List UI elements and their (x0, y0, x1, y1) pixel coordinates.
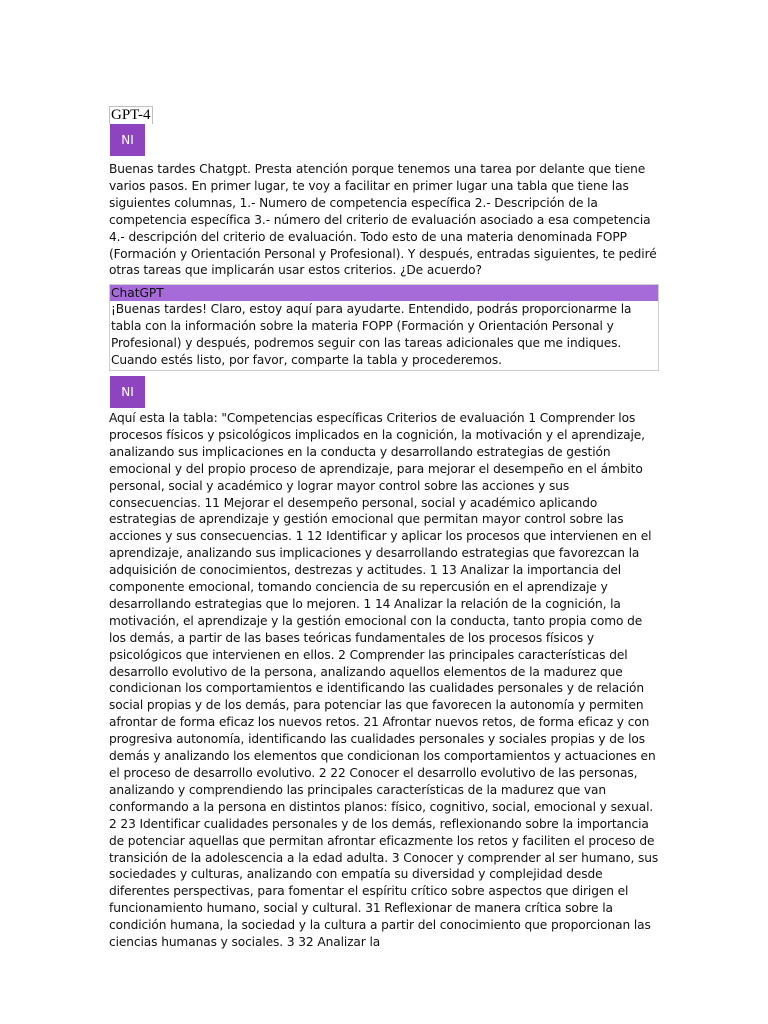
user-avatar (110, 124, 145, 156)
model-label: GPT-4 (109, 106, 153, 124)
conversation-page (109, 104, 659, 951)
assistant-message-block (109, 284, 659, 371)
user-avatar (110, 376, 145, 408)
assistant-name: ChatGPT (110, 285, 658, 301)
user-avatar-initials: NI (121, 384, 134, 399)
user-avatar-initials: NI (121, 133, 134, 147)
user-message: Buenas tardes Chatgpt. Presta atención porque tenemos una tarea por delante que tiene varios pasos. En primer lugar, te voy a facilitar en primer lugar una tabla que tiene las siguientes columnas, 1.- Numero de competencia específica 2.- Descripción de la competencia específica 3.- número del criterio de evaluación asociado a esa competencia 4.- descripción del criterio de evaluación. Todo esto de una materia denominada FOPP (Formación y Orientación Personal y Profesional). Y después, entradas siguientes, te pediré otras tareas que implicarán usar estos criterios. ¿De acuerdo? (109, 162, 657, 278)
user-message: Aquí esta la tabla: "Competencias específicas Criterios de evaluación 1 Comprender los procesos físicos y psicológicos implicados en la cognición, la motivación y el aprendizaje, analizando sus implicaciones en la conducta y desarrollando estrategias de gestión emocional y del propio proceso de aprendizaje, para mejorar el desempeño en el ámbito personal, social y académico y lograr mayor control sobre las acciones y sus consecuencias. 11 Mejorar el desempeño personal, social y académico aplicando estrategias de aprendizaje y gestión emocional que permitan mayor control sobre las acciones y sus consecuencias. 1 12 Identificar y aplicar los procesos que intervienen en el aprendizaje, analizando sus implicaciones y desarrollando estrategias que favorezcan la adquisición de conocimientos, destrezas y actitudes. 1 13 Analizar la importancia del componente emocional, tomando conciencia de su repercusión en el aprendizaje y desarrollando estrategias que lo mejoren. 1 14 Analizar la relación de la cognición, la motivación, el aprendizaje y la gestión emocional con la conducta, tanto propia como de los demás, a partir de las bases teóricas fundamentales de los procesos físicos y psicológicos que intervienen en ellos. 2 Comprender las principales características del desarrollo evolutivo de la persona, analizando aquellos elementos de la madurez que condicionan los comportamientos e identificando las cualidades personales y de relación social propias y de los demás, para potenciar las que favorecen la autonomía y permiten afrontar de forma eficaz los nuevos retos. 21 Afrontar nuevos retos, de forma eficaz y con progresiva autonomía, identificando las cualidades personales y sociales propias y de los demás y analizando los elementos que condicionan los comportamientos y actuaciones en el proceso de desarrollo evolutivo. 2 22 Conocer el desarrollo evolutivo de las personas, analizando y comprendiendo las principales características de la madurez que van conformando a la persona en distintos planos: físico, cognitivo, social, emocional y sexual. 2 23 Identificar cualidades personales y de los demás, reflexionando sobre la importancia de potenciar aquellas que permitan afrontar eficazmente los retos y faciliten el proceso de transición de la adolescencia a la edad adulta. 3 Conocer y comprender al ser humano, sus sociedades y culturas, analizando con empatía su diversidad y complejidad desde diferentes perspectivas, para fomentar el espíritu crítico sobre aspectos que dirigen el funcionamiento humano, social y cultural. 31 Reflexionar de manera crítica sobre la condición humana, la sociedad y la cultura a partir del conocimiento que proporcionan las ciencias humanas y sociales. 3 32 Analizar la (109, 410, 659, 950)
assistant-message: ¡Buenas tardes! Claro, estoy aquí para ayudarte. Entendido, podrás proporcionarme la tabla con la información sobre la materia FOPP (Formación y Orientación Personal y Profesional) y después, podremos seguir con las tareas adicionales que me indiques. Cuando estés listo, por favor, comparte la tabla y procederemos. (111, 302, 632, 368)
